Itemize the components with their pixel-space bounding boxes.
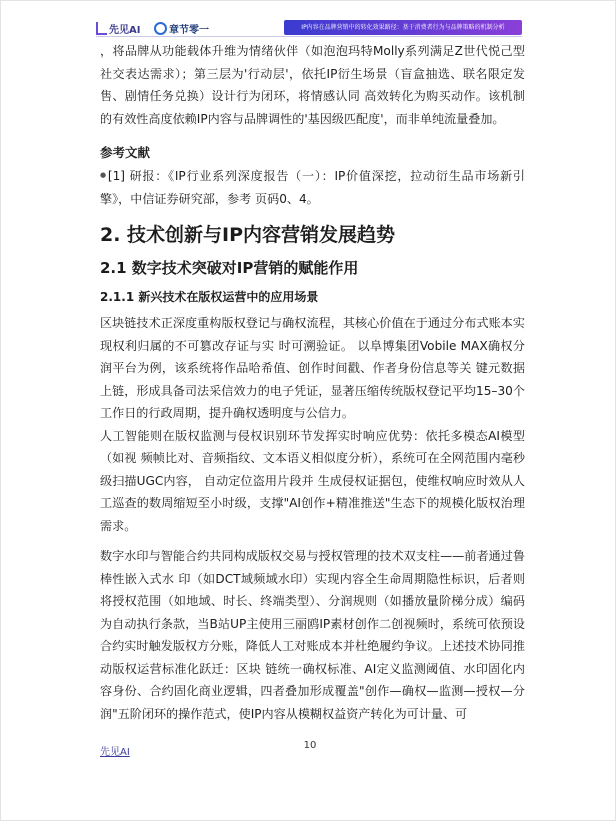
paragraph-blockchain: 区块链技术正深度重构版权登记与确权流程，其核心价值在于通过分布式账本实现权利归属的不可篡改存证与实 时可溯验证。 以阜博集团Vobile MAX确权分润平台为例，该系统将作品哈希值、创作时间戳、作者身份信息等关 键元数据上链，形成具备司法采信效力的电子凭证，显著压缩传统版权登记平均15–30个工作日的行政周期，提升确权透明度与公信力。 (100, 316, 525, 420)
section-2-1-1-heading: 2.1.1 新兴技术在版权运营中的应用场景 (100, 290, 319, 304)
reference-text: [1] 研报：《IP行业系列深度报告（一）：IP价值深挖，拉动衍生品市场新引擎》，中信证券研究部，参考 页码0、4。 (100, 169, 525, 206)
footer-brand-link[interactable]: 先见AI (100, 747, 130, 758)
logo-mark-icon (96, 22, 107, 35)
reference-item (100, 164, 525, 210)
page-header (96, 20, 522, 40)
paragraph-ai-monitoring: 人工智能则在版权监测与侵权识别环节发挥实时响应优势：依托多模态AI模型（如视 频帧比对、音频指纹、文本语义相似度分析），系统可在全网范围内毫秒级扫描UGC内容， 自动定位盗用片段并 生成侵权证据包，使维权响应时效从人工巡查的数周缩短至小时级，支撑"AI创作+精准推送"生态下的规模化版权治理需求。 (100, 428, 525, 533)
bullet-icon: ● (100, 171, 107, 179)
header-banner: IP内容在品牌营销中的转化效果路径：基于消费者行为与品牌策略的机制分析 (284, 20, 522, 35)
references-heading: 参考文献 (100, 145, 151, 160)
ring-logo-icon (154, 22, 167, 35)
section-2-heading: 2. 技术创新与IP内容营销发展趋势 (100, 224, 396, 246)
zhangjie-logo (154, 21, 209, 36)
page-number: 10 (303, 740, 317, 751)
xianjian-ai-logo (96, 21, 140, 36)
paragraph-watermark-contract: 数字水印与智能合约共同构成版权交易与授权管理的技术双支柱——前者通过鲁棒性嵌入式水 印（如DCT域频域水印）实现内容全生命周期隐性标识，后者则将授权范围（如地域、时长、终端类型）、分润规则（如播放量阶梯分成）编码为自动执行条款，当B站UP主使用三丽鸥IP素材创作二创视频时，系统可依预设合约实时触发版权方分账，降低人工对账成本并杜绝履约争议。上述技术协同推动版权运营标准化跃迁：区块 链统一确权标准、AI定义监测阈值、水印固化内容身份、合约固化商业逻辑，四者叠加形成覆盖"创作—确权—监测—授权—分润"五阶闭环的操作范式，使IP内容从模糊权益资产转化为可计量、可 (100, 549, 525, 721)
paragraph-intro-continuation: ，将品牌从功能载体升维为情绪伙伴（如泡泡玛特Molly系列满足Z世代悦己型社交表达需求）；第三层为'行动层'，依托IP衍生场景（盲盒抽选、联名限定发售、剧情任务兑换）设计行为闭环，将情感认同 高效转化为购买动作。该机制的有效性高度依赖IP内容与品牌调性的'基因级匹配度'，而非单纯流量叠加。 (100, 44, 525, 126)
logo-secondary-text: 章节零一 (169, 25, 209, 36)
section-2-1-heading: 2.1 数字技术突破对IP营销的赋能作用 (100, 259, 359, 277)
logo-primary-text: 先见AI (109, 25, 141, 36)
header-divider (96, 36, 522, 37)
document-body (100, 40, 525, 725)
